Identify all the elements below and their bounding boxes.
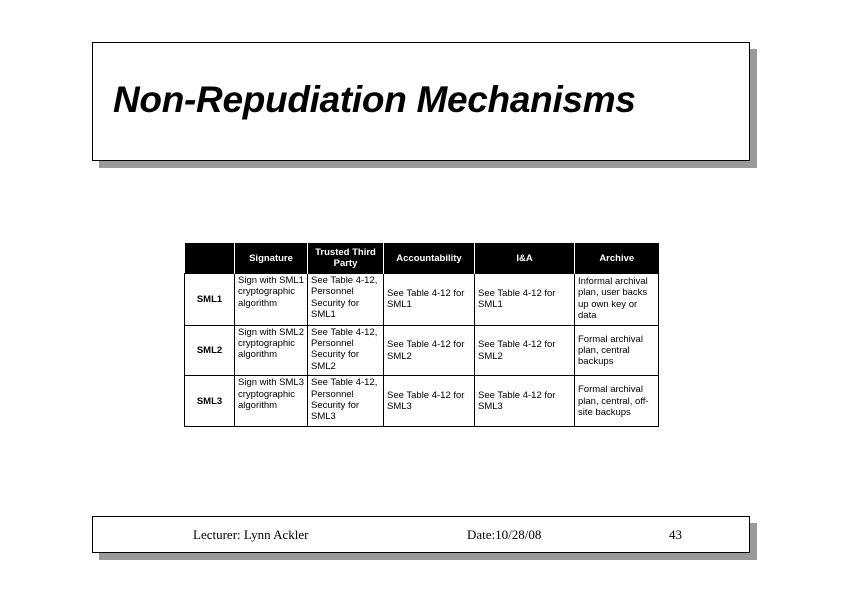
header-corner	[185, 243, 235, 274]
cell-accountability: See Table 4-12 for SML2	[384, 325, 475, 376]
header-accountability: Accountability	[384, 243, 475, 274]
cell-ia: See Table 4-12 for SML1	[475, 274, 575, 326]
table-row	[185, 325, 659, 376]
cell-archive: Formal archival plan, central, off-site backups	[575, 376, 659, 427]
footer-page-number: 43	[669, 527, 682, 542]
title-box	[92, 42, 750, 161]
header-signature: Signature	[235, 243, 308, 274]
cell-signature: Sign with SML3 cryptographic algorithm	[235, 376, 308, 427]
cell-accountability: See Table 4-12 for SML1	[384, 274, 475, 326]
header-trusted-third-party: Trusted Third Party	[308, 243, 384, 274]
cell-ia: See Table 4-12 for SML2	[475, 325, 575, 376]
slide-title: Non-Repudiation Mechanisms	[113, 79, 636, 120]
cell-signature: Sign with SML2 cryptographic algorithm	[235, 325, 308, 376]
table-row	[185, 274, 659, 326]
row-label: SML2	[185, 325, 235, 376]
cell-trusted-third-party: See Table 4-12, Personnel Security for SML3	[308, 376, 384, 427]
footer-lecturer: Lecturer: Lynn Ackler	[193, 527, 309, 542]
header-archive: Archive	[575, 243, 659, 274]
footer-box	[92, 516, 750, 553]
non-repudiation-table	[184, 243, 659, 427]
cell-archive: Formal archival plan, central backups	[575, 325, 659, 376]
cell-trusted-third-party: See Table 4-12, Personnel Security for SML2	[308, 325, 384, 376]
row-label: SML1	[185, 274, 235, 326]
cell-ia: See Table 4-12 for SML3	[475, 376, 575, 427]
row-label: SML3	[185, 376, 235, 427]
footer-date: Date:10/28/08	[467, 527, 542, 542]
header-ia: I&A	[475, 243, 575, 274]
cell-archive: Informal archival plan, user backs up own key or data	[575, 274, 659, 326]
cell-trusted-third-party: See Table 4-12, Personnel Security for SML1	[308, 274, 384, 326]
table-header-row	[185, 243, 659, 274]
non-repudiation-table-image	[184, 243, 658, 427]
cell-signature: Sign with SML1 cryptographic algorithm	[235, 274, 308, 326]
table-row	[185, 376, 659, 427]
cell-accountability: See Table 4-12 for SML3	[384, 376, 475, 427]
